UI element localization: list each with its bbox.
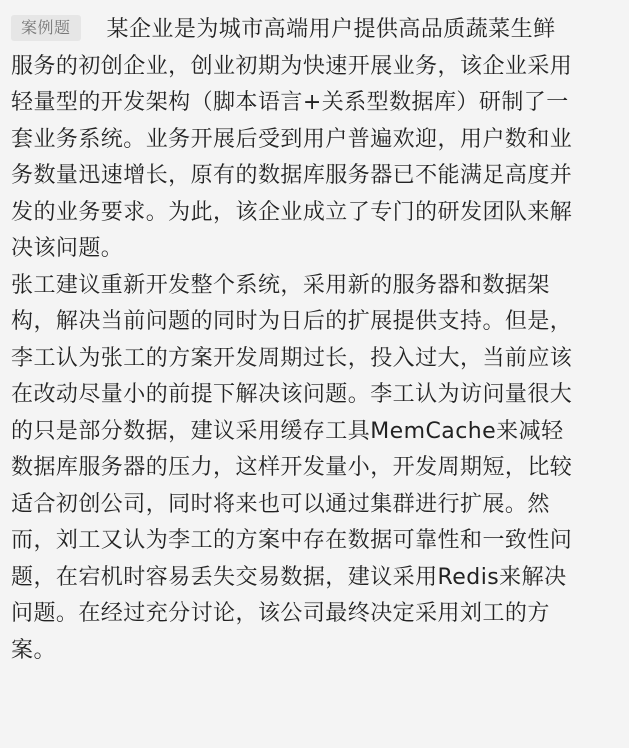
- text-line: 决该问题。: [11, 236, 124, 261]
- case-study-text: [11, 12, 619, 669]
- text-line: 的只是部分数据，建议采用缓存工具MemCache来减轻: [11, 418, 564, 444]
- text-line: 务数量迅速增长，原有的数据库服务器已不能满足高度并: [11, 163, 573, 188]
- text-line: 服务的初创企业，创业初期为快速开展业务，该企业采用: [11, 53, 573, 79]
- text-line-content: 某企业是为城市高端用户提供高品质蔬菜生鲜: [106, 17, 556, 42]
- case-study-tag: 案例题: [11, 15, 81, 41]
- text-line: 问题。在经过充分讨论，该公司最终决定采用刘工的方: [11, 601, 550, 626]
- text-line: 发的业务要求。为此，该企业成立了专门的研发团队来解: [11, 199, 573, 225]
- text-line: 题，在宕机时容易丢失交易数据，建议采用Redis来解决: [11, 564, 567, 590]
- text-line: 李工认为张工的方案开发周期过长，投入过大，当前应该: [11, 345, 573, 371]
- text-line: 构，解决当前问题的同时为日后的扩展提供支持。但是，: [11, 309, 573, 334]
- text-line: 轻量型的开发架构（脚本语言+关系型数据库）研制了一: [11, 90, 569, 115]
- text-line: [11, 12, 619, 49]
- text-line: 数据库服务器的压力，这样开发量小，开发周期短，比较: [11, 455, 573, 480]
- text-line: 套业务系统。业务开展后受到用户普遍欢迎，用户数和业: [11, 126, 573, 152]
- text-line: 适合初创公司，同时将来也可以通过集群进行扩展。然: [11, 491, 550, 517]
- text-line: 张工建议重新开发整个系统，采用新的服务器和数据架: [11, 272, 550, 298]
- text-line: 案。: [11, 637, 56, 663]
- text-line: 而，刘工又认为李工的方案中存在数据可靠性和一致性问: [11, 528, 573, 553]
- text-line: 在改动尽量小的前提下解决该问题。李工认为访问量很大: [11, 382, 573, 407]
